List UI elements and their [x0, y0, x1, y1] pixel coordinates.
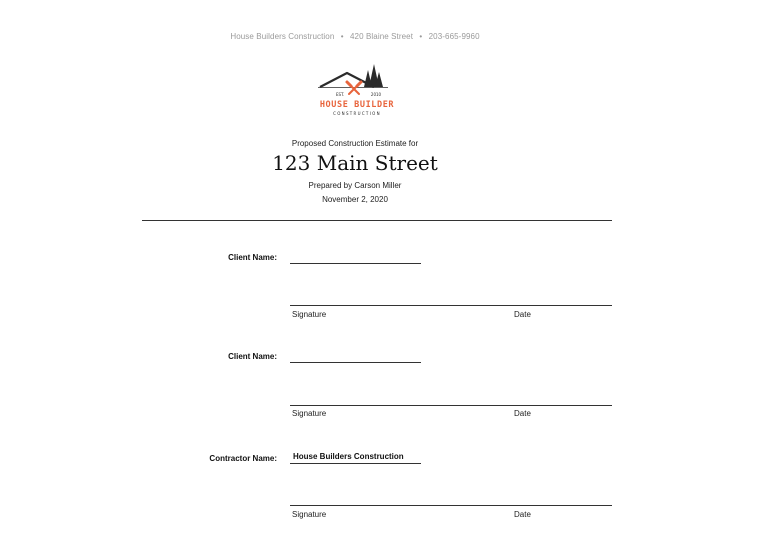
contractor-name-field[interactable]	[290, 463, 421, 464]
client-name-field[interactable]	[290, 362, 421, 363]
header-separator: •	[419, 32, 423, 41]
estimate-date: November 2, 2020	[322, 195, 388, 204]
estimate-intro: Proposed Construction Estimate for	[291, 139, 419, 148]
contractor-name-value: House Builders Construction	[293, 452, 404, 461]
header-phone: 203-665-9960	[428, 32, 480, 41]
client-name-label: Client Name:	[228, 253, 277, 262]
header-contact-line	[0, 32, 710, 41]
signature-label: Signature	[292, 510, 327, 519]
logo-name: HOUSE BUILDER	[319, 100, 395, 110]
signature-label: Signature	[292, 310, 327, 319]
logo-subtitle: CONSTRUCTION	[333, 111, 381, 116]
client-name-label: Client Name:	[228, 352, 277, 361]
prepared-by: Prepared by Carson Miller	[308, 181, 402, 190]
client-name-field[interactable]	[290, 263, 421, 264]
header-company: House Builders Construction	[230, 32, 335, 41]
signature-field[interactable]	[290, 305, 612, 306]
company-logo	[312, 60, 402, 118]
hammers-icon	[347, 82, 361, 94]
header-separator: •	[340, 32, 344, 41]
section-divider	[142, 220, 612, 221]
logo-year: 2010	[370, 92, 382, 97]
logo-est-label: EST.	[336, 92, 345, 97]
date-label: Date	[514, 409, 531, 418]
header-address: 420 Blaine Street	[349, 32, 414, 41]
signature-field[interactable]	[290, 505, 612, 506]
signature-label: Signature	[292, 409, 327, 418]
date-label: Date	[514, 310, 531, 319]
page-title: 123 Main Street	[272, 151, 438, 175]
date-label: Date	[514, 510, 531, 519]
contractor-name-label: Contractor Name:	[209, 454, 277, 463]
signature-field[interactable]	[290, 405, 612, 406]
